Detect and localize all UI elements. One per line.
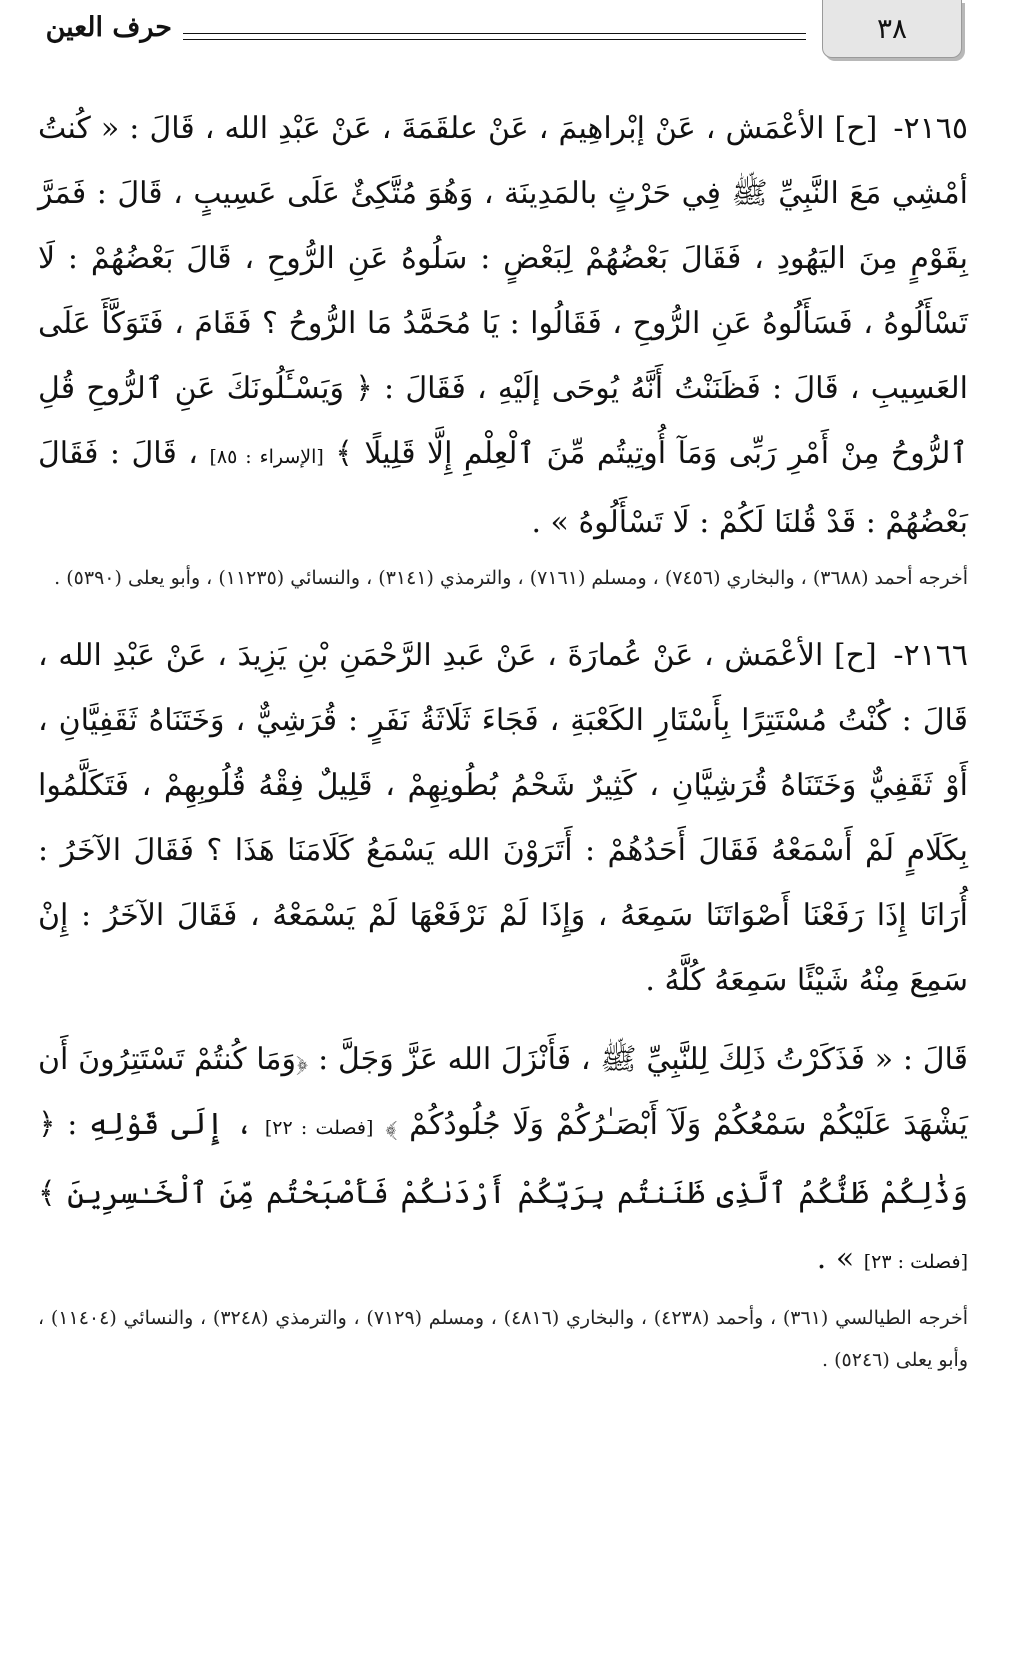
- hadith-text: [ح] الأعْمَش ، عَنْ إبْراهِيمَ ، عَنْ علقَمَةَ ، عَنْ عَبْدِ الله ، قَالَ : « كُنتُ أمْشِي مَعَ النَّبِيِّ ﷺ فِي حَرْثٍ بالمَدِينَة ، وَهُوَ مُتَّكِئٌ عَلَى عَسِيبٍ ، قَالَ : فَمَرَّ بِقَوْمٍ مِنَ اليَهُودِ ، فَقَالَ بَعْضُهُمْ لِبَعْضٍ : سَلُوهُ عَنِ الرُّوحِ ، قَالَ بَعْضُهُمْ : لَا تَسْأَلُوهُ ، فَسَأَلُوهُ عَنِ الرُّوحِ ، فَقَالُوا : يَا مُحَمَّدُ مَا الرُّوحُ ؟ فَقَامَ ، فَتَوَكَّأَ عَلَى العَسِيبِ ، قَالَ : فَظَنَنْتُ أَنَّهُ يُوحَى إلَيْهِ ، فَقَالَ : ﴿ وَيَسْـَٔلُونَكَ عَنِ ٱلرُّوحِ قُلِ ٱلرُّوحُ مِنْ أَمْرِ رَبِّى وَمَآ أُوتِيتُم مِّنَ ٱلْعِلْمِ إِلَّا قَلِيلًا ﴾: [38, 111, 969, 471]
- hadith-text: [ح] الأعْمَش ، عَنْ عُمارَةَ ، عَنْ عَبدِ الرَّحْمَنِ بْنِ يَزِيدَ ، عَنْ عَبْدِ الله ، قَالَ : كُنْتُ مُسْتَتِرًا بِأَسْتَارِ الكَعْبَةِ ، فَجَاءَ ثَلَاثَةُ نَفَرٍ : قُرَشِيٌّ ، وَخَتَنَاهُ ثَقَفِيَّانِ ، أَوْ ثَقَفِيٌّ وَخَتَنَاهُ قُرَشِيَّانِ ، كَثِيرٌ شَحْمُ بُطُونِهِمْ ، قَلِيلٌ فِقْهُ قُلُوبِهِمْ ، فَتَكَلَّمُوا بِكَلَامٍ لَمْ أَسْمَعْهُ فَقَالَ أَحَدُهُمْ : أَتَرَوْنَ الله يَسْمَعُ كَلَامَنَا هَذَا ؟ فَقَالَ الآخَرُ : أُرَانَا إِذَا رَفَعْنَا أَصْوَاتَنَا سَمِعَهُ ، وَإِذَا لَمْ نَرْفَعْهَا لَمْ يَسْمَعْهُ ، فَقَالَ الآخَرُ : إِنْ سَمِعَ مِنْهُ شَيْئًا سَمِعَهُ كُلَّهُ .: [38, 638, 968, 998]
- quran-reference: [الإسراء : ٨٥]: [209, 446, 324, 468]
- quran-reference: [فصلت : ٢٣]: [863, 1251, 968, 1273]
- takhrij-2166: أخرجه الطيالسي (٣٦١) ، وأحمد (٤٢٣٨) ، والبخاري (٤٨١٦) ، ومسلم (٧١٢٩) ، والترمذي (٣٢٤٨) ، والنسائي (١١٤٠٤) ، وأبو يعلى (٥٢٤٦) .: [38, 1307, 968, 1371]
- takhrij-2165: أخرجه أحمد (٣٦٨٨) ، والبخاري (٧٤٥٦) ، ومسلم (٧١٦١) ، والترمذي (٣١٤١) ، والنسائي (١١٢٣٥) ، وأبو يعلى (٥٣٩٠) .: [54, 567, 968, 589]
- hadith-number: ٢١٦٥-: [893, 111, 968, 146]
- hadith-2166-continuation: [38, 1027, 968, 1295]
- quran-reference: [فصلت : ٢٢]: [264, 1117, 374, 1139]
- header-divider: [183, 33, 806, 40]
- hadith-text-end: » .: [816, 1241, 855, 1276]
- hadith-number: ٢١٦٦-: [893, 638, 968, 673]
- hadith-2165: [38, 96, 968, 555]
- chapter-title: حرف العين: [45, 12, 172, 43]
- hadith-text-continued: ، إِلَى قَوْلِهِ : ﴿ وَذَٰلِكُمْ ظَنُّكُمُ ٱلَّذِى ظَنَنتُم بِرَبِّكُمْ أَرْدَىٰكُمْ فَأَصْبَحْتُم مِّنَ ٱلْخَـٰسِرِينَ ﴾: [38, 1107, 968, 1211]
- hadith-2166: [38, 623, 968, 1013]
- hadith-text-continued: ، قَالَ : فَقَالَ بَعْضُهُمْ : قَدْ قُلنَا لَكُمْ : لَا تَسْأَلُوهُ » .: [38, 436, 968, 540]
- page-content: [38, 96, 968, 1381]
- hadith-text-continued: قَالَ : « فَذَكَرْتُ ذَلِكَ لِلنَّبِيِّ ﷺ ، فَأَنْزَلَ الله عَزَّ وَجَلَّ : ﴿وَمَا كُنتُمْ تَسْتَتِرُونَ أَن يَشْهَدَ عَلَيْكُمْ سَمْعُكُمْ وَلَآ أَبْصَـٰرُكُمْ وَلَا جُلُودُكُمْ ﴾: [38, 1042, 968, 1142]
- page-number: ٣٨: [822, 0, 962, 58]
